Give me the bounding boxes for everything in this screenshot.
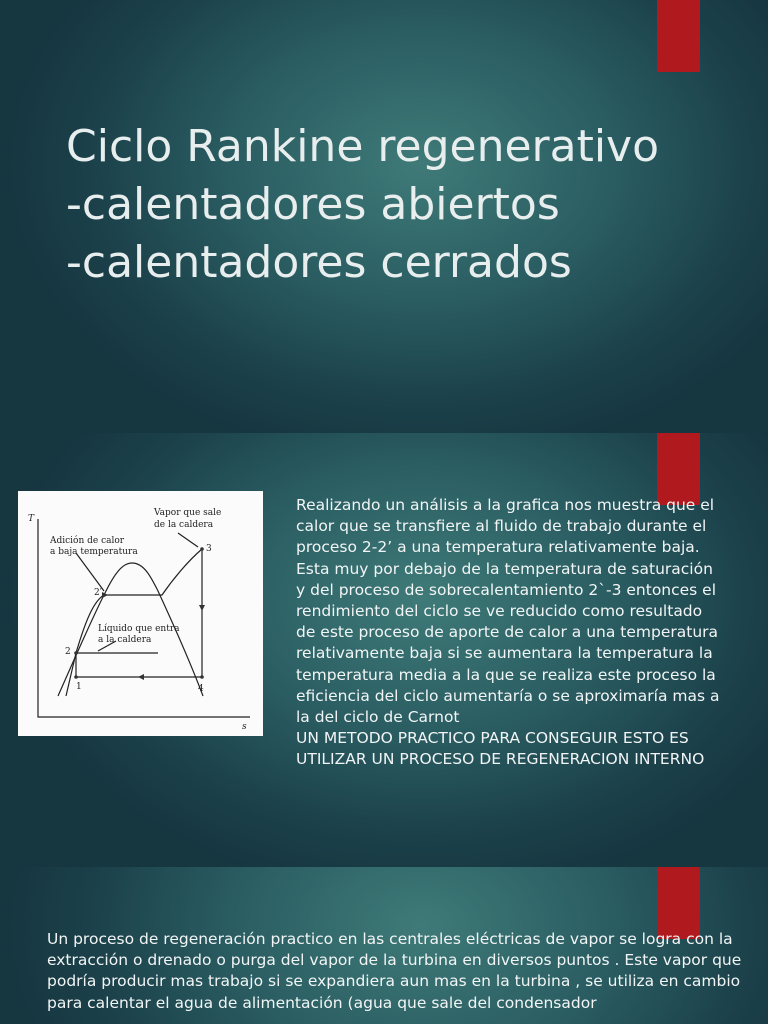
state-point [200,547,204,551]
arrow-icon [138,674,144,680]
ts-diagram [18,491,263,736]
explanation-text [296,495,726,771]
point-4-label: 4 [198,684,204,694]
label-liquido-2: a la caldera [98,635,152,645]
label-vapor-2: de la caldera [154,520,214,530]
arrow-icon [199,605,205,611]
state-point [102,593,106,597]
label-vapor-1: Vapor que sale [154,508,222,518]
label-adicion-2: a baja temperatura [50,547,138,557]
pointer-adicion [76,553,104,591]
regeneration-text [47,929,759,1014]
state-point [74,651,78,655]
paragraph: Un proceso de regeneración practico en las centrales eléctricas de vapor se logra con la extracción o drenado o purga del vapor de la turbina en diversos puntos . Este vapor que podría producir mas trabajo si se expandiera aun mas en la turbina , se utiliza en cambio para calentar el agua de alimentación (agua que sale del condensador [47,930,742,1012]
point-2p-label: 2′ [94,588,102,598]
title-line: -calentadores cerrados [66,237,572,288]
axis-s-label: s [242,722,247,732]
title-line: -calentadores abiertos [66,179,560,230]
point-2-label: 2 [65,647,71,657]
point-3-label: 3 [206,544,212,554]
state-point [74,675,78,679]
accent-bar [657,0,700,72]
paragraph: Realizando un análisis a la grafica nos muestra que el calor que se transfiere al fluido de trabajo durante el proceso 2-2’ a una temperatura relativamente baja. [296,496,715,557]
pointer-vapor [178,533,198,547]
slide-title [66,118,746,292]
paragraph: Esta muy por debajo de la temperatura de saturación y del proceso de sobrecalentamiento 2`-3 entonces el rendimiento del ciclo se ve reducido como resultado de este proceso de aporte de calor a una temperatura relativamente baja si se aumentara la temperatura la temperatura media a la que se realiza este proceso la eficiencia del ciclo aumentaría o se aproximaría mas a la del ciclo de Carnot [296,559,720,727]
slide-2 [0,433,768,867]
slide-3 [0,867,768,1024]
axis-t-label: T [28,514,35,524]
paragraph: UN METODO PRACTICO PARA CONSEGUIR ESTO ES UTILIZAR UN PROCESO DE REGENERACION INTERNO [296,729,705,769]
state-point [200,675,204,679]
label-adicion-1: Adición de calor [50,536,125,546]
title-line: Ciclo Rankine regenerativo [66,121,660,172]
slide-1 [0,0,768,433]
point-1-label: 1 [76,682,82,692]
label-liquido-1: Líquido que entra [98,624,180,634]
